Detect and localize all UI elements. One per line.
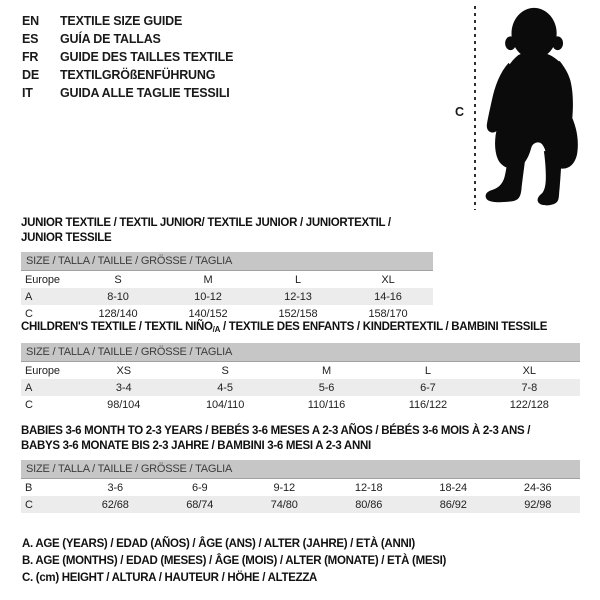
table-row <box>21 362 580 379</box>
table-cell: 122/128 <box>509 398 549 411</box>
table-cell: M <box>321 364 332 377</box>
table-row <box>21 379 580 396</box>
table-cell: 98/104 <box>107 398 141 411</box>
height-measure-line <box>474 6 476 210</box>
language-label: TEXTILGRÖßENFÜHRUNG <box>60 68 216 82</box>
table-cell: 116/122 <box>408 398 448 411</box>
table-row <box>21 271 433 288</box>
table-cell: L <box>424 364 431 377</box>
table-cell: 152/158 <box>278 307 318 320</box>
row-label-cell: B <box>25 481 33 494</box>
section-children-textile <box>21 320 580 413</box>
section-title-subscript: /A <box>212 325 221 334</box>
language-row-de <box>22 66 233 84</box>
row-label-cell: C <box>25 498 33 511</box>
table-cell: 4-5 <box>217 381 233 394</box>
size-header-bar: SIZE / TALLA / TAILLE / GRÖSSE / TAGLIA <box>21 343 580 362</box>
section-title-line1: BABIES 3-6 MONTH TO 2-3 YEARS / BEBÉS 3-6 MESES A 2-3 AÑOS / BÉBÉS 3-6 MOIS À 2-3 ANS / <box>21 425 531 437</box>
section-babies-textile <box>21 424 580 513</box>
table-cell: 62/68 <box>101 498 129 511</box>
row-label-cell: Europe <box>25 364 60 377</box>
language-row-es <box>22 30 233 48</box>
table-cell: 92/98 <box>524 498 552 511</box>
baby-silhouette-icon <box>479 4 597 212</box>
table-cell: 110/116 <box>307 398 346 411</box>
language-label: GUIDA ALLE TAGLIE TESSILI <box>60 86 230 100</box>
table-cell: 6-7 <box>420 381 436 394</box>
row-label-cell: C <box>25 307 33 320</box>
table-cell: 7-8 <box>521 381 538 394</box>
table-cell: M <box>203 273 213 286</box>
table-row <box>21 496 580 513</box>
language-label: TEXTILE SIZE GUIDE <box>60 14 183 28</box>
row-label-cell: Europe <box>25 273 60 286</box>
table-cell: 158/170 <box>368 307 408 320</box>
table-cell: 68/74 <box>186 498 214 511</box>
table-cell: 3-6 <box>107 481 124 494</box>
table-cell: 74/80 <box>270 498 298 511</box>
table-cell: 12-13 <box>284 290 312 303</box>
table-cell: 12-18 <box>354 481 383 494</box>
table-cell: 104/110 <box>205 398 245 411</box>
language-code: FR <box>22 50 39 64</box>
table-cell: 14-16 <box>374 290 402 303</box>
language-list <box>22 12 233 102</box>
table-cell: S <box>221 364 229 377</box>
table-cell: 140/152 <box>188 307 228 320</box>
language-label: GUIDE DES TAILLES TEXTILE <box>60 50 234 64</box>
table-row <box>21 479 580 496</box>
table-cell: S <box>114 273 122 286</box>
section-title-text: / TEXTILE DES ENFANTS / KINDERTEXTIL / BAMBINI TESSILE <box>220 321 548 333</box>
legend-line-b: B. AGE (MONTHS) / EDAD (MESES) / ÂGE (MOIS) / ALTER (MONATE) / ETÀ (MESI) <box>22 555 447 567</box>
language-code: IT <box>22 86 33 100</box>
size-header-bar: SIZE / TALLA / TAILLE / GRÖSSE / TAGLIA <box>21 252 433 271</box>
language-row-en <box>22 12 233 30</box>
table-row <box>21 288 433 305</box>
size-header-bar: SIZE / TALLA / TAILLE / GRÖSSE / TAGLIA <box>21 460 580 479</box>
language-row-fr <box>22 48 233 66</box>
language-row-it <box>22 84 233 102</box>
table-cell: 18-24 <box>439 481 468 494</box>
table-cell: 5-6 <box>318 381 335 394</box>
section-junior-textile <box>21 216 433 322</box>
table-cell: 86/92 <box>439 498 467 511</box>
table-cell: 80/86 <box>355 498 383 511</box>
table-cell: 3-4 <box>115 381 132 394</box>
children-size-table <box>21 362 580 413</box>
table-cell: XL <box>381 273 395 286</box>
table-cell: 128/140 <box>98 307 138 320</box>
junior-size-table <box>21 271 433 322</box>
legend-line-a: A. AGE (YEARS) / EDAD (AÑOS) / ÂGE (ANS) / ALTER (JAHRE) / ETÀ (ANNI) <box>22 538 415 550</box>
language-code: DE <box>22 68 39 82</box>
language-label: GUÍA DE TALLAS <box>60 32 161 46</box>
section-title-text: CHILDREN'S TEXTILE / TEXTIL NIÑO <box>21 321 213 333</box>
table-cell: XL <box>522 364 536 377</box>
babies-size-table <box>21 479 580 513</box>
table-cell: 24-36 <box>523 481 552 494</box>
language-code: ES <box>22 32 39 46</box>
table-cell: XS <box>116 364 131 377</box>
language-code: EN <box>22 14 39 28</box>
table-cell: L <box>294 273 302 286</box>
section-title: JUNIOR TEXTILE / TEXTIL JUNIOR/ TEXTILE JUNIOR / JUNIORTEXTIL / JUNIOR TESSILE <box>21 217 391 244</box>
table-row <box>21 396 580 413</box>
legend-line-c: C. (cm) HEIGHT / ALTURA / HAUTEUR / HÖHE / ALTEZZA <box>22 572 318 584</box>
row-label-cell: A <box>25 290 33 303</box>
table-cell: 9-12 <box>273 481 296 494</box>
table-cell: 10-12 <box>194 290 222 303</box>
table-cell: 6-9 <box>191 481 208 494</box>
row-label-cell: C <box>25 398 33 411</box>
measure-legend <box>22 536 446 587</box>
height-measure-label: C <box>455 105 465 119</box>
section-title <box>21 320 580 337</box>
section-title-line2: BABYS 3-6 MONATE BIS 2-3 JAHRE / BAMBINI 3-6 MESI A 2-3 ANNI <box>21 440 371 452</box>
table-cell: 8-10 <box>107 290 129 303</box>
row-label-cell: A <box>25 381 33 394</box>
